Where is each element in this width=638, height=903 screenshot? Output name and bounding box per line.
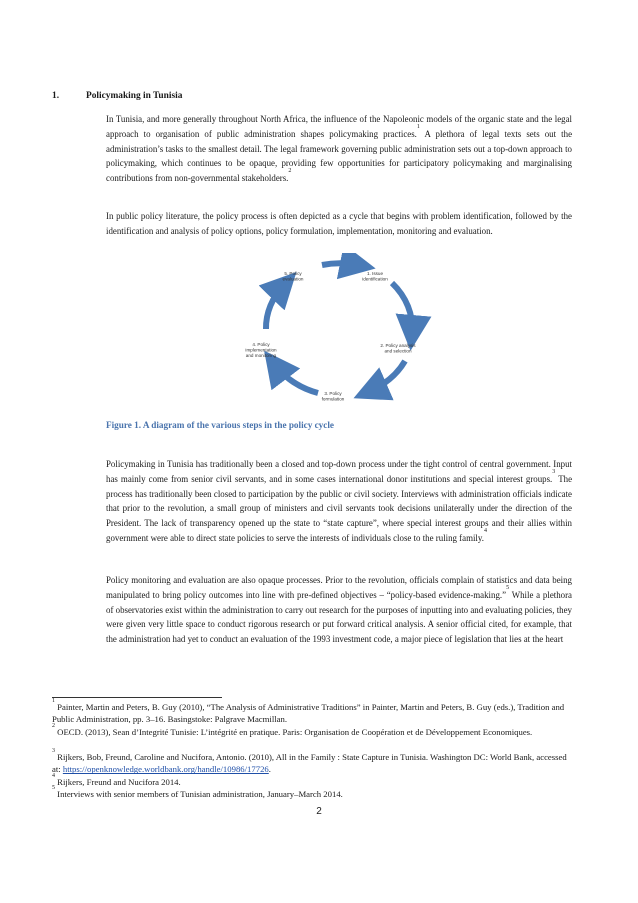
footnote-2-text: OECD. (2013), Sean d’Integrité Tunisie: L’intégrité en pratique. Paris: Organisation de Coopération et de Développement Economiques. (55, 727, 533, 737)
footnote-2 (52, 723, 572, 738)
step-5-label: 5. Policy evaluation (282, 271, 304, 282)
paragraph-1-text: In Tunisia, and more generally throughout North Africa, the influence of the Napoleonic models of the organic state and the legal approach to organisation of public administration shapes policymaking practices. (106, 114, 572, 139)
section-title: Policymaking in Tunisia (86, 91, 183, 101)
footnote-4-text: Rijkers, Freund and Nucifora 2014. (55, 777, 181, 787)
footnote-ref-5[interactable]: 5 (506, 584, 510, 591)
footnote-ref-1[interactable]: 1 (416, 123, 420, 130)
paragraph-1-text-cont: A plethora of legal texts sets out the administration’s tasks to the smallest detail. The legal framework governing public administration sets out a top-down approach to policymaking, which continues to be opaque, providing few opportunities for participatory policymaking and marginalising contributions from non-governmental stakeholders. (106, 128, 573, 184)
footnote-2-number: 2 (52, 723, 55, 729)
step-4-label: 4. Policy implementation and monitoring (245, 342, 277, 358)
footnote-4 (52, 773, 572, 788)
paragraph-4-text-cont: While a plethora of observatories exist within the administration to carry out research for the purposes of inputting into and evaluating policies, they were given very little space to conduct rigorous research or put forward critical analysis. A senior official cited, for example, that the administration had yet to conduct an evaluation of the 1993 investment code, a major piece of legislation that lies at the heart (106, 589, 573, 645)
footnote-separator (52, 697, 222, 698)
footnote-3-text: Rijkers, Bob, Freund, Caroline and Nucifora, Antonio. (2010), All in the Family : State Capture in Tunisia. Washington DC: World Bank, accessed at: (52, 752, 567, 775)
paragraph-3-text-cont: The process has traditionally been closed to participation by the public or civil society. Interviews with administration officials indicate that prior to the revolution, a small group of ministers and civil servants took decisions unilaterally under the direction of the President. The lack of transparency opened up the state to “state capture”, where special interest groups and their allies within government were able to direct state policies to serve the interests of individuals close to the ruling family. (106, 473, 573, 543)
cycle-arrow-1 (322, 263, 358, 265)
figure-caption: Figure 1. A diagram of the various steps in the policy cycle (106, 420, 334, 430)
step-2-label: 2. Policy analysis and selection (380, 343, 416, 354)
section-heading (52, 91, 182, 101)
footnote-1-text: Painter, Martin and Peters, B. Guy (2010), “The Analysis of Administrative Traditions” in Painter, Martin and Peters, B. Guy (eds.), Tradition and Public Administration, pp. 3–16. Basingstoke: Palgrave Macmillan. (52, 702, 565, 725)
footnote-3 (52, 748, 572, 776)
paragraph-4-text: Policy monitoring and evaluation are also opaque processes. Prior to the revolution, officials complain of statistics and data being manipulated to bring policy outcomes into line with pre-defined objectives – “policy-based evidence-making.” (106, 575, 572, 600)
footnote-1-number: 1 (52, 698, 55, 704)
paragraph-4 (106, 573, 572, 647)
page-number: 2 (316, 806, 322, 817)
footnote-ref-3[interactable]: 3 (552, 468, 556, 475)
paragraph-2: In public policy literature, the policy process is often depicted as a cycle that begins with problem identification, followed by the identification and analysis of policy options, policy formulation, implementation, monitoring and evaluation. (106, 211, 572, 236)
footnote-5-number: 5 (52, 785, 55, 791)
paragraph-3 (106, 457, 572, 546)
cycle-arrow-3 (370, 361, 405, 391)
footnote-1 (52, 698, 572, 726)
footnote-3-link[interactable]: https://openknowledge.worldbank.org/handle/10986/17726 (62, 764, 269, 775)
footnote-ref-2[interactable]: 2 (288, 168, 292, 175)
step-1-label: 1. Issue identification (362, 271, 388, 282)
section-number: 1. (52, 91, 60, 101)
paragraph-3-text: Policymaking in Tunisia has traditionally been a closed and top-down process under the tight control of central government. Input has mainly come from senior civil servants, and in some cases international donor institutions and special interest groups. (106, 459, 572, 484)
cycle-arrow-2 (392, 283, 412, 333)
footnote-5 (52, 785, 572, 800)
footnote-5-text: Interviews with senior members of Tunisian administration, January–March 2014. (55, 789, 343, 799)
policy-cycle-diagram (240, 253, 440, 413)
footnote-ref-4[interactable]: 4 (483, 527, 487, 534)
step-3-label: 3. Policy formulation (321, 391, 345, 402)
footnote-4-number: 4 (52, 773, 55, 779)
paragraph-1 (106, 112, 572, 186)
cycle-arrow-4 (275, 365, 318, 393)
cycle-arrow-5 (266, 285, 284, 329)
footnote-3-after: . (268, 764, 271, 775)
footnote-3-number: 3 (52, 748, 55, 754)
